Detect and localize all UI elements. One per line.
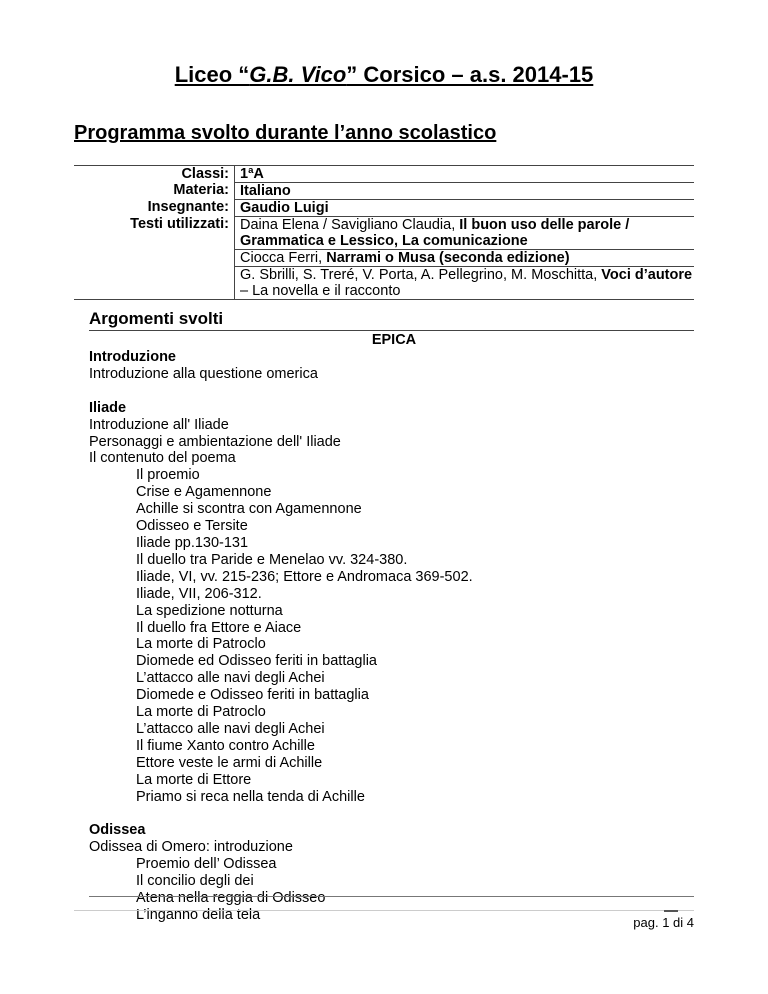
iliade-subitem: Achille si scontra con Agamennone <box>136 501 362 518</box>
testi-value-1: Daina Elena / Savigliano Claudia, Il buon uso delle parole / Grammatica e Lessico, La comunicazione <box>235 216 694 249</box>
odissea-item: Odissea di Omero: introduzione <box>89 839 293 856</box>
iliade-item: Introduzione all' Iliade <box>89 416 229 433</box>
odissea-subitem: Proemio dell’ Odissea <box>136 856 277 873</box>
odissea-subitem: L’inganno della tela <box>136 907 261 923</box>
iliade-subitem: La spedizione notturna <box>136 602 283 619</box>
info-table <box>74 165 694 300</box>
iliade-subitem: Il proemio <box>136 467 200 484</box>
iliade-subitem: L’attacco alle navi degli Achei <box>136 720 325 737</box>
iliade-subitem: Diomede e Odisseo feriti in battaglia <box>136 687 369 704</box>
info-row-testi-1 <box>74 216 694 249</box>
iliade-subitem: Iliade pp.130-131 <box>136 534 249 551</box>
page-subtitle: Programma svolto durante l’anno scolastico <box>74 122 497 144</box>
footer-mark <box>664 910 678 912</box>
iliade-subitem: Il duello tra Paride e Menelao vv. 324-380. <box>136 551 408 568</box>
iliade-subitem: Iliade, VII, 206-312. <box>136 585 262 602</box>
content-end-divider <box>89 896 694 897</box>
iliade-subitem: La morte di Ettore <box>136 771 252 788</box>
info-row-insegnante <box>74 199 694 216</box>
materia-label: Materia: <box>74 182 235 199</box>
iliade-item: Il contenuto del poema <box>89 450 236 467</box>
iliade-subitem: Il fiume Xanto contro Achille <box>136 737 315 754</box>
testi-value-3: G. Sbrilli, S. Treré, V. Porta, A. Pellegrino, M. Moschitta, Voci d’autore – La novella e il racconto <box>235 266 694 299</box>
iliade-subitem: Priamo si reca nella tenda di Achille <box>136 788 365 805</box>
footer-divider <box>74 910 694 911</box>
materia-value: Italiano <box>235 182 694 199</box>
odissea-subitem: Il concilio degli dei <box>136 873 254 890</box>
info-row-materia <box>74 182 694 199</box>
testi-label: Testi utilizzati: <box>74 216 235 249</box>
page-title: Liceo “G.B. Vico” Corsico – a.s. 2014-15 <box>174 62 594 87</box>
insegnante-label: Insegnante: <box>74 199 235 216</box>
info-row-testi-3 <box>74 266 694 299</box>
iliade-subitem: Iliade, VI, vv. 215-236; Ettore e Andromaca 369-502. <box>136 568 473 585</box>
iliade-subitem: Crise e Agamennone <box>136 484 272 501</box>
insegnante-value: Gaudio Luigi <box>235 199 694 216</box>
testi-value-2: Ciocca Ferri, Narrami o Musa (seconda edizione) <box>235 249 694 266</box>
section-heading: EPICA <box>371 332 417 348</box>
iliade-subitem: Diomede ed Odisseo feriti in battaglia <box>136 653 377 670</box>
iliade-subitem: Il duello fra Ettore e Aiace <box>136 619 302 636</box>
iliade-subitem: La morte di Patroclo <box>136 704 266 721</box>
iliade-subitem: Ettore veste le armi di Achille <box>136 754 323 771</box>
info-row-testi-2 <box>74 249 694 266</box>
iliade-subitem: La morte di Patroclo <box>136 636 266 653</box>
info-row-classi <box>74 166 694 182</box>
classi-label: Classi: <box>74 166 235 182</box>
introduzione-title: Introduzione <box>89 348 176 365</box>
iliade-subitem: Odisseo e Tersite <box>136 518 248 535</box>
classi-value: 1ªA <box>240 166 264 182</box>
introduzione-item: Introduzione alla questione omerica <box>89 365 318 382</box>
page-number: pag. 1 di 4 <box>633 915 694 930</box>
odissea-subitem: Atena nella reggia di Odisseo <box>136 890 326 907</box>
odissea-title: Odissea <box>89 822 146 839</box>
section-title: Argomenti svolti <box>89 309 694 331</box>
iliade-item: Personaggi e ambientazione dell' Iliade <box>89 433 341 450</box>
content <box>89 332 699 924</box>
iliade-subitem: L’attacco alle navi degli Achei <box>136 670 325 687</box>
iliade-title: Iliade <box>89 399 127 416</box>
